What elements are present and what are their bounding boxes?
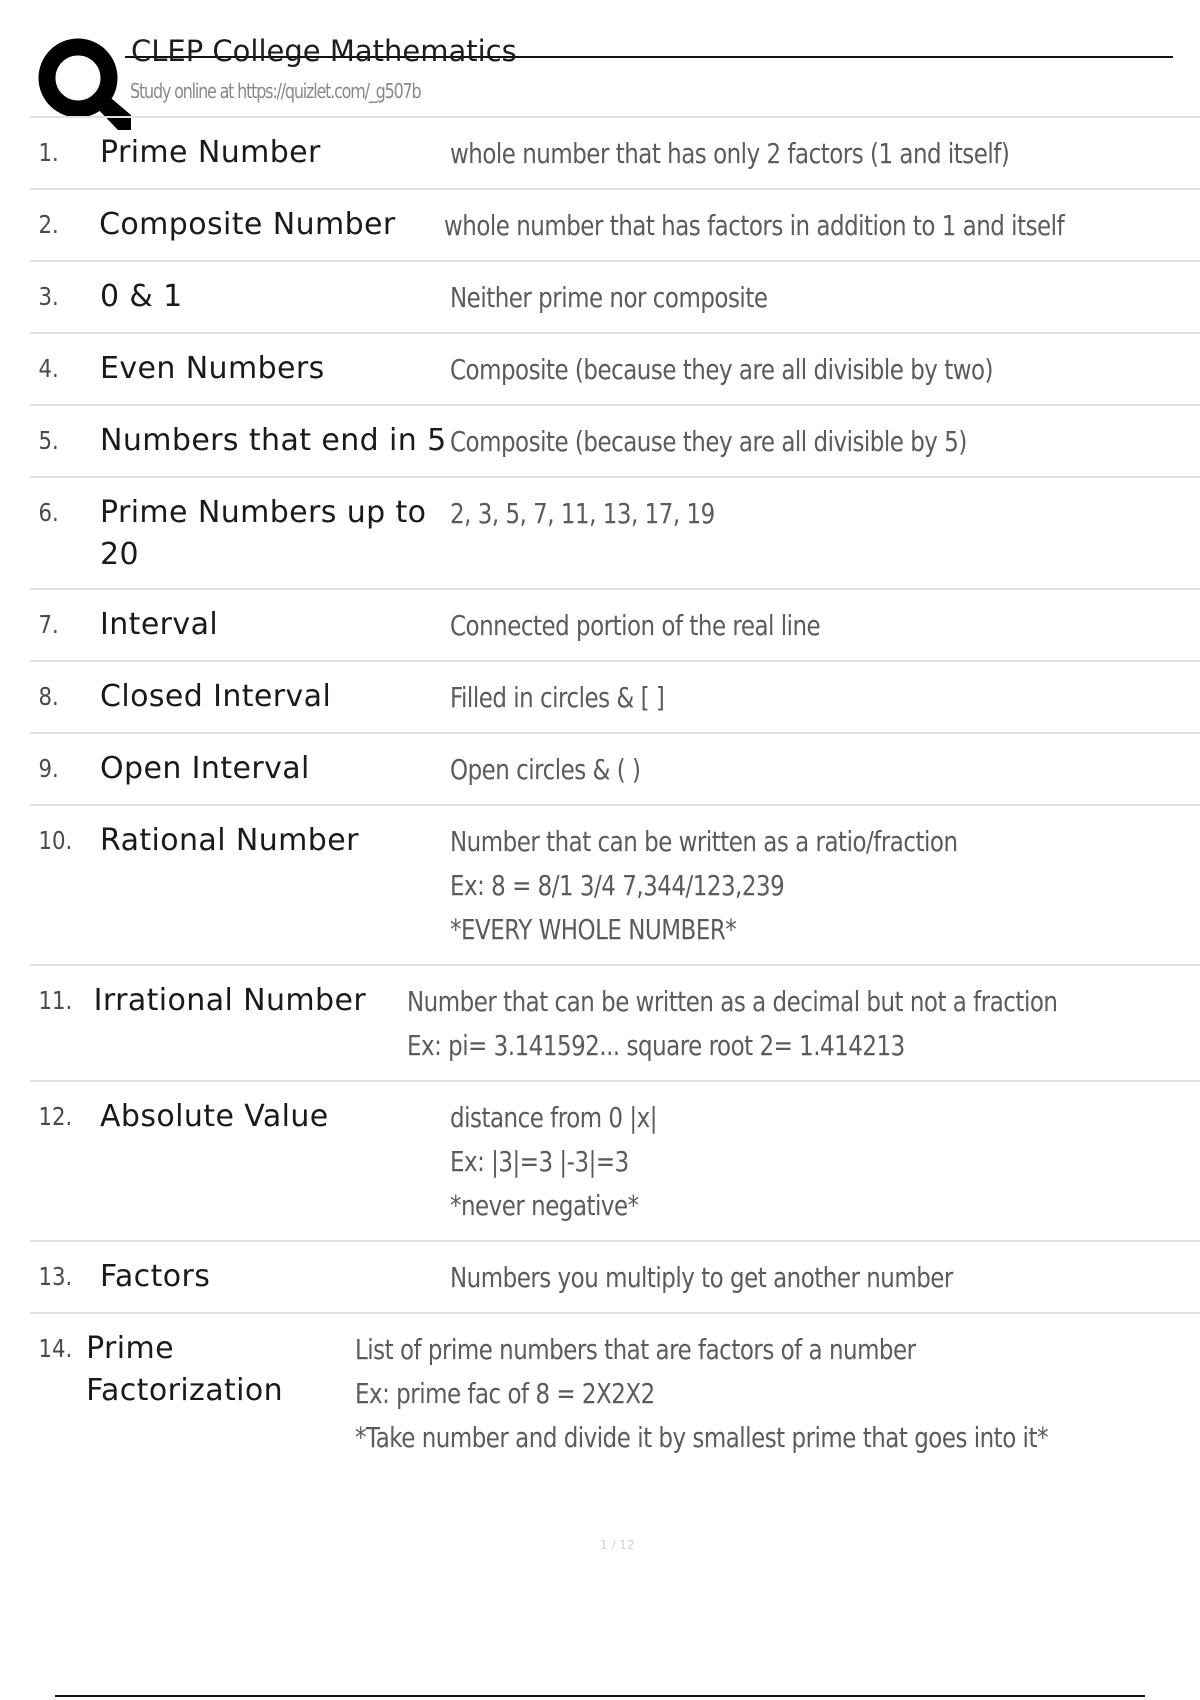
card-definition <box>450 348 1065 392</box>
flashcard-row <box>30 1312 1200 1472</box>
card-term: Absolute Value <box>100 1099 329 1134</box>
flashcard-row <box>30 260 1200 332</box>
flashcard-row <box>30 732 1200 804</box>
card-term: Factors <box>100 1259 211 1294</box>
card-number: 13. <box>38 1262 73 1291</box>
page-header <box>30 30 1140 116</box>
definition-line: 2, 3, 5, 7, 11, 13, 17, 19 <box>450 497 715 530</box>
flashcard-row <box>30 116 1200 188</box>
study-online-link[interactable]: Study online at https://quizlet.com/_g507b <box>130 79 421 103</box>
card-term: 0 & 1 <box>100 279 183 314</box>
card-definition <box>450 748 1065 792</box>
card-number: 8. <box>38 682 59 711</box>
flashcard-row <box>30 332 1200 404</box>
card-term: Rational Number <box>100 823 359 858</box>
card-number: 6. <box>38 498 59 527</box>
document-title: CLEP College Mathematics <box>131 34 517 68</box>
definition-line: Ex: prime fac of 8 = 2X2X2 <box>354 1377 655 1410</box>
card-number: 5. <box>38 426 59 455</box>
card-definition <box>450 1096 1065 1228</box>
definition-line: whole number that has only 2 factors (1 and itself) <box>450 137 1010 170</box>
card-number: 7. <box>38 610 59 639</box>
flashcard-row <box>30 660 1200 732</box>
flashcard-list <box>30 116 1200 1472</box>
card-term: Numbers that end in 5 <box>100 423 447 458</box>
definition-line: Filled in circles & [ ] <box>450 681 665 714</box>
definition-line: *EVERY WHOLE NUMBER* <box>450 913 737 946</box>
definition-line: Number that can be written as a decimal but not a fraction <box>406 985 1058 1018</box>
definition-line: Numbers you multiply to get another number <box>450 1261 953 1294</box>
definition-line: Connected portion of the real line <box>450 609 821 642</box>
definition-line: Composite (because they are all divisible by two) <box>450 353 994 386</box>
card-number: 1. <box>38 138 59 167</box>
footer-rule <box>55 1695 1145 1697</box>
card-number: 10. <box>38 826 73 855</box>
definition-line: Number that can be written as a ratio/fraction <box>450 825 958 858</box>
card-definition <box>450 820 1065 952</box>
card-number: 12. <box>38 1102 73 1131</box>
card-number: 9. <box>38 754 59 783</box>
card-definition <box>407 980 1057 1068</box>
card-term: Irrational Number <box>93 983 367 1018</box>
card-term: Prime Numbers up to 20 <box>100 495 427 572</box>
card-number: 11. <box>38 986 73 1015</box>
card-term: Even Numbers <box>100 351 325 386</box>
definition-line: *never negative* <box>450 1189 639 1222</box>
card-definition <box>450 492 1065 536</box>
card-term: Interval <box>100 607 219 642</box>
flashcard-row <box>30 588 1200 660</box>
flashcard-row <box>30 1240 1200 1312</box>
card-definition <box>450 1256 1065 1300</box>
card-number: 3. <box>38 282 59 311</box>
card-number: 4. <box>38 354 59 383</box>
flashcard-row <box>30 964 1200 1080</box>
page-number: 1 / 12 <box>600 1538 635 1552</box>
card-term: Closed Interval <box>100 679 332 714</box>
flashcard-row <box>30 404 1200 476</box>
card-definition <box>450 604 1065 648</box>
definition-line: Composite (because they are all divisible by 5) <box>450 425 967 458</box>
card-definition <box>450 420 1065 464</box>
definition-line: List of prime numbers that are factors of a number <box>354 1333 916 1366</box>
definition-line: Neither prime nor composite <box>450 281 768 314</box>
definition-line: Ex: |3|=3 |-3|=3 <box>450 1145 629 1178</box>
card-definition <box>450 676 1065 720</box>
definition-line: *Take number and divide it by smallest prime that goes into it* <box>354 1421 1048 1454</box>
card-term: Prime Factorization <box>86 1331 284 1408</box>
definition-line: Ex: 8 = 8/1 3/4 7,344/123,239 <box>450 869 785 902</box>
card-term: Prime Number <box>100 135 321 170</box>
flashcard-row <box>30 476 1200 588</box>
flashcard-row <box>30 1080 1200 1240</box>
card-term: Open Interval <box>100 751 310 786</box>
card-number: 2. <box>38 210 59 239</box>
card-definition <box>444 204 1064 248</box>
definition-line: Ex: pi= 3.141592... square root 2= 1.414213 <box>406 1029 905 1062</box>
definition-line: whole number that has factors in addition to 1 and itself <box>443 209 1064 242</box>
flashcard-row <box>30 188 1200 260</box>
definition-line: distance from 0 |x| <box>450 1101 657 1134</box>
definition-line: Open circles & ( ) <box>450 753 641 786</box>
flashcard-row <box>30 804 1200 964</box>
card-number: 14. <box>38 1334 73 1363</box>
card-term: Composite Number <box>99 207 396 242</box>
card-definition <box>450 276 1065 320</box>
card-definition <box>355 1328 1048 1460</box>
card-definition <box>450 132 1065 176</box>
